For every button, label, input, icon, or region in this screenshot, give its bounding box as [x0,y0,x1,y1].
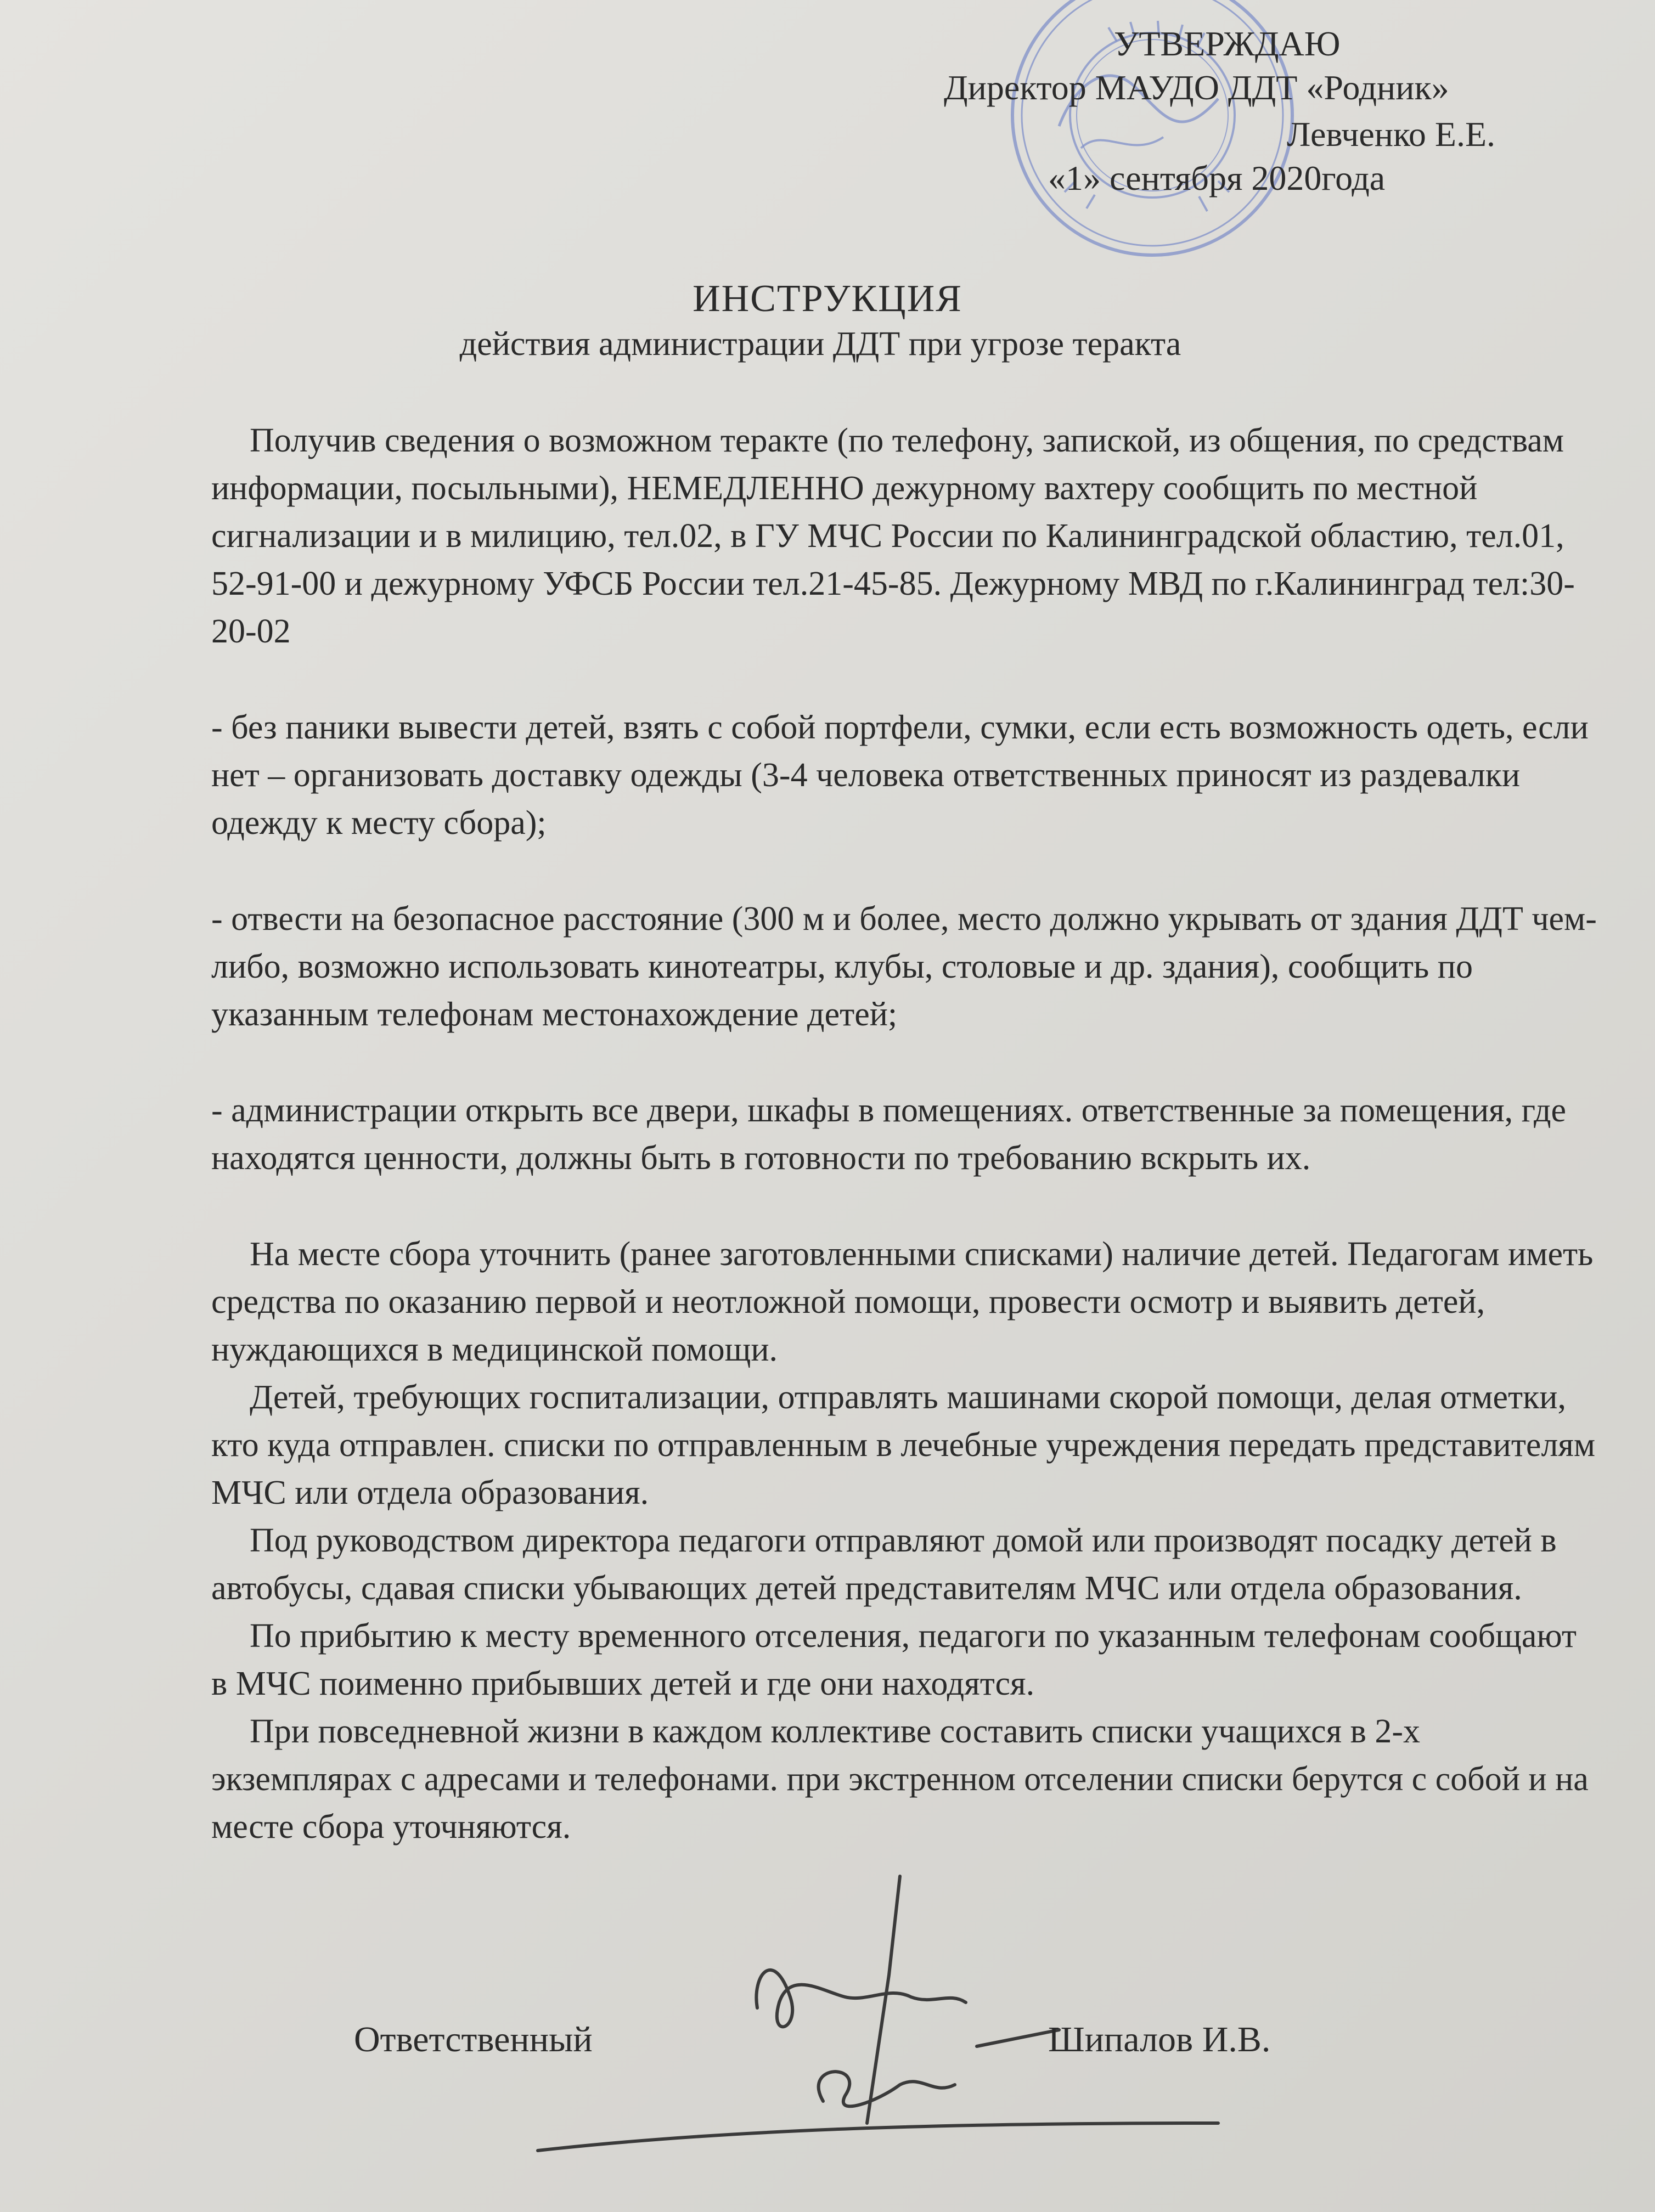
signature-name: Шипалов И.В. [1048,2019,1271,2059]
paragraph-assembly-check: На месте сбора уточнить (ранее заготовленными списками) наличие детей. Педагогам иметь средства по оказанию первой и неотложной помощи, провести осмотр и выявить детей, нуждающихся в медицинской помощи. [211,1235,1594,1368]
paragraph-notification: Получив сведения о возможном теракте (по телефону, запиской, из общения, по средствам информации, посыльными), НЕМЕДЛЕННО дежурному вахтеру сообщить по местной сигнализации и в милицию, тел.02, в ГУ МЧС России по Калининградской областию, тел.01, 52-91-00 и дежурному УФСБ России тел.21-45-85. Дежурному МВД по г.Калининград тел:30-20-02 [211,422,1575,650]
document-body [211,417,1600,1851]
approval-heading: УТВЕРЖДАЮ [1114,24,1341,63]
paragraph-daily-lists: При повседневной жизни в каждом коллективе составить списки учащихся в 2-х экземплярах с адресами и телефонами. при экстренном отселении списки берутся с собой и на месте сбора уточняются. [211,1713,1589,1846]
approval-date: «1» сентября 2020года [1048,159,1386,198]
paragraph-open-doors: - администрации открыть все двери, шкафы в помещениях. ответственные за помещения, где находятся ценности, должны быть в готовности по требованию вскрыть их. [211,1092,1567,1177]
paragraph-evacuate: - без паники вывести детей, взять с собой портфели, сумки, если есть возможность одеть, если нет – организовать доставку одежды (3-4 человека ответственных приносят из раздевалки одежду к месту сбора); [211,709,1589,842]
signature-role: Ответственный [354,2019,593,2059]
paragraph-departure: Под руководством директора педагоги отправляют домой или производят посадку детей в автобусы, сдавая списки убывающих детей представителям МЧС или отдела образования. [211,1522,1557,1607]
paragraph-hospitalization: Детей, требующих госпитализации, отправлять машинами скорой помощи, делая отметки, кто куда отправлен. списки по отправленным в лечебные учреждения передать представителям МЧС или отдела образования. [211,1379,1596,1511]
document-subtitle: действия администрации ДДТ при угрозе теракта [459,325,1181,363]
approval-position: Директор МАУДО ДДТ «Родник» [944,68,1449,107]
signature-row [0,2019,1655,2085]
approval-director-name: Левченко Е.Е. [1287,115,1496,154]
paragraph-relocation: По прибытию к месту временного отселения, педагоги по указанным телефонам сообщают в МЧС поименно прибывших детей и где они находятся. [211,1617,1577,1702]
document-title: ИНСТРУКЦИЯ [693,278,962,320]
paragraph-safe-distance: - отвести на безопасное расстояние (300 м и более, место должно укрывать от здания ДДТ чем-либо, возможно использовать кинотеатры, клубы, столовые и др. здания), сообщить по указанным телефонам местонахождение детей; [211,900,1597,1033]
